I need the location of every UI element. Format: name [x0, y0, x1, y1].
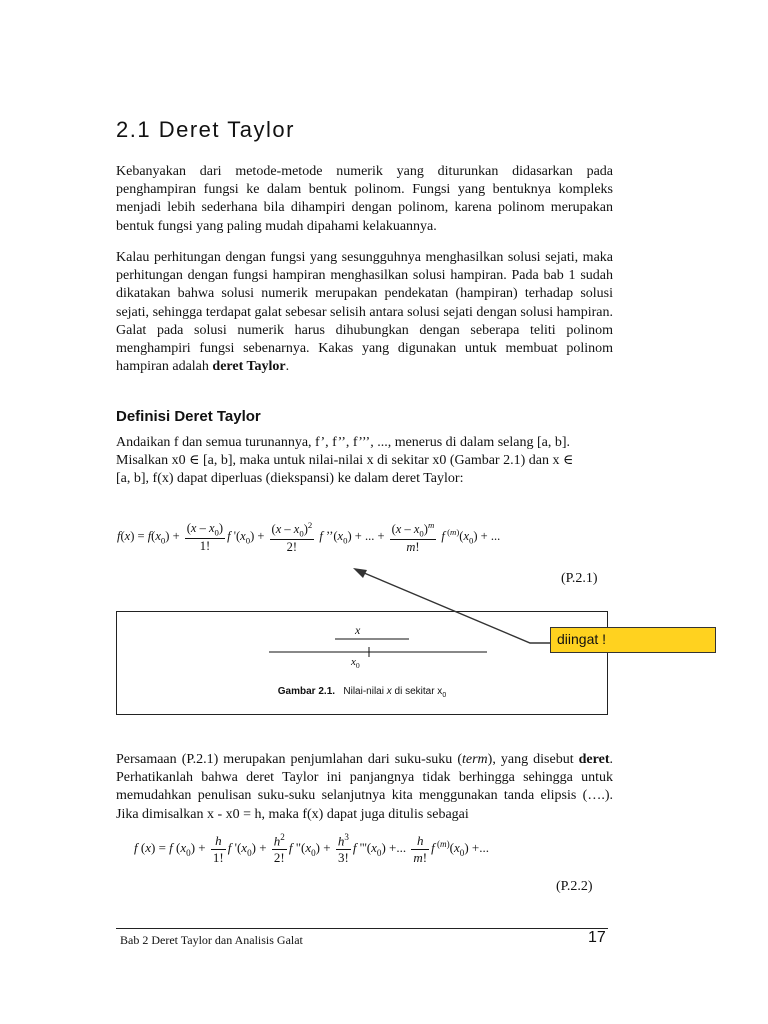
- taylor-series-h-formula: f (x) = f $(x_0)$ + $\frac{h}{1!}$ f '$(x_0)$ + $\frac{h^2}{2!}$ f "$(x_0)$ + $\frac{h^3}{3!}$ f '''$(x_0)$ +... $\frac{h}{m!}$ f $^{(m)}(x_0)$ +...: [134, 832, 489, 866]
- paragraph3-part-a: Persamaan (P.2.1) merupakan penjumlahan dari suku-suku (: [116, 752, 462, 767]
- definition-line-2: Misalkan x0 ∈ [a, b], maka untuk nilai-nilai x di sekitar x0 (Gambar 2.1) dan x ∈: [116, 453, 574, 469]
- figure-label-x0: $x_0$: [351, 656, 360, 671]
- figure-caption: Gambar 2.1. Nilai-nilai x di sekitar $x_0$: [277, 686, 447, 699]
- paragraph-solutions-end: .: [285, 359, 290, 375]
- taylor-series-formula: $f(x) = f(x_0)$ + $\frac{(x - x_0)}{1!}$ f '$(x_0)$ + $\frac{(x - x_0)^2}{2!}$ f $’’(x_0)$ + ... + $\frac{(x - x_0)^m}{m!}$ f $^{(m)}(x_0)$ + ...: [117, 520, 501, 554]
- page-number: 17: [588, 929, 606, 946]
- paragraph-intro: Kebanyakan dari metode-metode numerik yang diturunkan didasarkan pada penghampiran fungsi ke dalam bentuk polinom. Fungsi yang bentuknya kompleks menjadi lebih sederhana bila dihampiri dengan polinom, karena polinom merupakan bentuk fungsi yang paling mudah dipahami kelakuannya.: [116, 164, 613, 234]
- callout-note: diingat !: [550, 627, 716, 653]
- deret-bold: deret: [578, 752, 610, 767]
- definition-heading: Definisi Deret Taylor: [116, 408, 261, 425]
- paragraph-series-explanation: [116, 751, 613, 824]
- footer-rule: [116, 928, 608, 929]
- deret-taylor-bold: deret Taylor: [212, 359, 286, 375]
- equation-label-1: (P.2.1): [561, 571, 598, 586]
- figure-label-x: x: [355, 623, 361, 637]
- term-italic: term: [462, 752, 488, 767]
- paragraph-solutions-text: Kalau perhitungan dengan fungsi yang sesungguhnya menghasilkan solusi sejati, maka perhitungan dengan fungsi hampiran menghasilkan solusi hampiran. Pada bab 1 sudah dikatakan bahwa solusi numerik merupakan pendekatan (hampiran) terhadap solusi sejati, sehingga terdapat galat sebesar selisih antara solusi sejati dengan solusi hampiran. Galat pada solusi numerik harus dihubungkan dengan seberapa teliti polinom menghampiri fungsi sebenarnya. Kakas yang digunakan untuk membuat polinom hampiran adalah: [116, 250, 613, 375]
- paragraph3-part-c: . Perhatikanlah bahwa deret Taylor ini panjangnya tidak berhingga sehingga untuk memudahkan penulisan suku-suku selanjutnya kita menggunakan tanda elipsis (….). Jika dimisalkan x - x0 = h, maka f(x) dapat juga ditulis sebagai: [116, 752, 613, 822]
- footer-chapter: Bab 2 Deret Taylor dan Analisis Galat: [120, 933, 303, 947]
- equation-label-2: (P.2.2): [556, 879, 593, 894]
- definition-line-3: [a, b], f(x) dapat diperluas (diekspansi) ke dalam deret Taylor:: [116, 471, 464, 487]
- paragraph3-part-b: ), yang disebut: [487, 752, 579, 767]
- paragraph-solutions: [116, 249, 613, 376]
- section-title: 2.1 Deret Taylor: [116, 117, 295, 142]
- definition-text: [116, 434, 613, 489]
- figure-box: [116, 611, 608, 715]
- definition-line-1: Andaikan f dan semua turunannya, f’, f’’, f’’’, ..., menerus di dalam selang [a, b].: [116, 435, 571, 450]
